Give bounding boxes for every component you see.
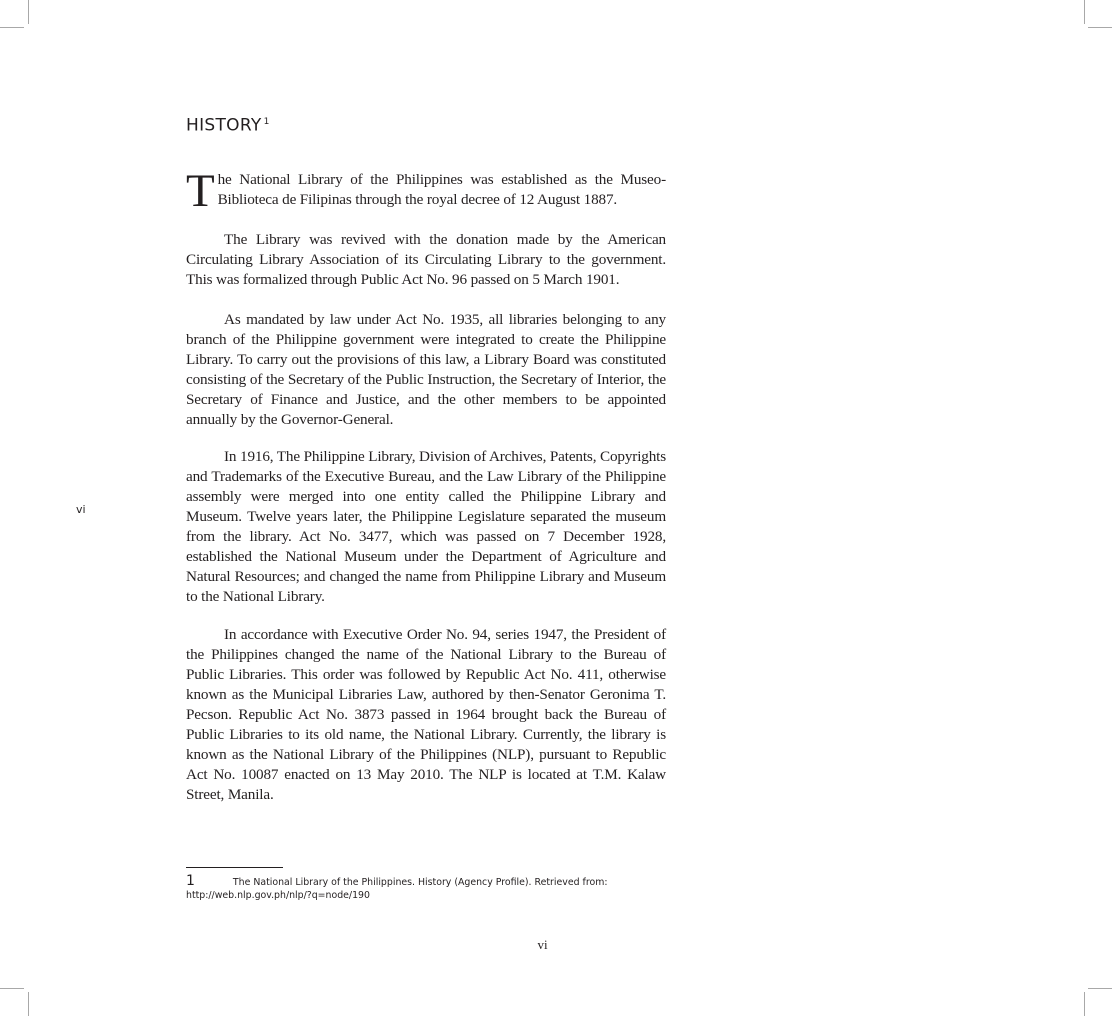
- crop-mark-top-right: [1084, 0, 1085, 24]
- crop-mark-top-right-h: [1088, 27, 1112, 28]
- paragraph-5: In accordance with Executive Order No. 94, series 1947, the President of the Philippines changed the name of the National Library to the Bureau of Public Libraries. This order was followed by Republic Act No. 411, otherwise known as the Municipal Libraries Law, authored by then-Senator Geronima T. Pecson. Republic Act No. 3873 passed in 1964 brought back the Bureau of Public Libraries to its old name, the National Library. Currently, the library is known as the National Library of the Philippines (NLP), pursuant to Republic Act No. 10087 enacted on 13 May 2010. The NLP is located at T.M. Kalaw Street, Manila.: [186, 626, 666, 803]
- paragraph-4: In 1916, The Philippine Library, Division of Archives, Patents, Copyrights and Trademarks of the Executive Bureau, and the Law Library of the Philippine assembly were merged into one entity called the Philippine Library and Museum. Twelve years later, the Philippine Legislature separated the museum from the library. Act No. 3477, which was passed on 7 December 1928, established the National Museum under the Department of Agriculture and Natural Resources; and changed the name from Philippine Library and Museum to the National Library.: [186, 448, 666, 605]
- crop-mark-bottom-left: [28, 992, 29, 1016]
- crop-mark-bottom-left-h: [0, 988, 24, 989]
- crop-mark-top-left-h: [0, 27, 24, 28]
- crop-mark-bottom-right: [1084, 992, 1085, 1016]
- paragraph-3: As mandated by law under Act No. 1935, all libraries belonging to any branch of the Philippine government were integrated to create the Philippine Library. To carry out the provisions of this law, a Library Board was constituted consisting of the Secretary of the Public Instruction, the Secretary of Interior, the Secretary of Finance and Justice, and the other members to be appointed annually by the Governor-General.: [186, 311, 666, 428]
- section-heading: [186, 110, 270, 138]
- paragraph-2-block: [186, 230, 666, 290]
- paragraph-1: [186, 165, 666, 217]
- side-folio: vi: [76, 503, 86, 516]
- paragraph-4-block: [186, 447, 666, 607]
- footnote-number: 1: [186, 873, 195, 889]
- heading-footnote-mark: 1: [263, 117, 270, 127]
- footnote-rule: [186, 867, 283, 868]
- paragraph-1-text: he National Library of the Philippines was established as the Museo-Biblioteca de Filipinas through the royal decree of 12 August 1887.: [217, 171, 666, 208]
- heading-title: HISTORY: [186, 115, 262, 136]
- crop-mark-top-left: [28, 0, 29, 24]
- footnote: [186, 875, 666, 902]
- crop-mark-bottom-right-h: [1088, 988, 1112, 989]
- paragraph-2: The Library was revived with the donation made by the American Circulating Library Association of its Circulating Library to the government. This was formalized through Public Act No. 96 passed on 5 March 1901.: [186, 231, 666, 288]
- page-number: vi: [537, 937, 548, 952]
- paragraph-5-block: [186, 625, 666, 805]
- drop-cap: T: [186, 165, 215, 217]
- paragraph-3-block: [186, 310, 666, 430]
- footnote-text: The National Library of the Philippines. History (Agency Profile). Retrieved from: http://web.nlp.gov.ph/nlp/?q=node/190: [186, 877, 608, 901]
